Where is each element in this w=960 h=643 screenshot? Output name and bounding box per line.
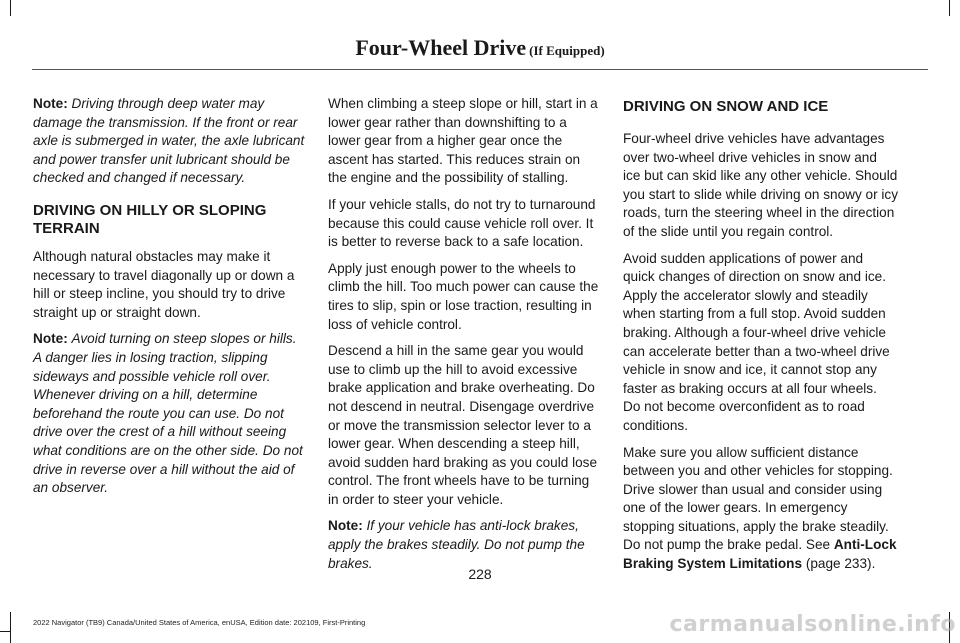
section-heading-hilly-terrain: DRIVING ON HILLY OR SLOPING TERRAIN (33, 201, 267, 237)
crop-mark-top-left (10, 0, 11, 16)
footer-edition-info: 2022 Navigator (TB9) Canada/United States of America, enUSA, Edition date: 202109, First-Printing (33, 618, 366, 627)
paragraph-cross-reference (623, 444, 898, 574)
note-label: Note: (33, 96, 68, 111)
column-middle (328, 95, 602, 581)
paragraph: Apply just enough power to the wheels to climb the hill. Too much power can cause the tires to slip, spin or lose traction, resulting in loss of vehicle control. (328, 260, 599, 332)
column-left (33, 95, 307, 506)
section-heading-snow-ice: DRIVING ON SNOW AND ICE (623, 98, 829, 115)
note-text: Avoid turning on steep slopes or hills. A danger lies in losing traction, slipping sideways and possible vehicle roll over. Whenever driving on a hill, determine beforehand the route you can use. Do not drive over the crest of a hill without seeing what conditions are on the other side. Do not drive in reverse over a hill without the aid of an observer. (33, 331, 303, 496)
paragraph: Descend a hill in the same gear you would use to climb up the hill to avoid excessive brake application and brake overheating. Do not descend in neutral. Disengage overdrive or move the transmission selector lever to a lower gear. When descending a steep hill, avoid sudden hard braking as you could lose control. The front wheels have to be turning in order to steer your vehicle. (328, 343, 598, 507)
watermark: carmanualsonline.info (669, 612, 956, 637)
note-water (33, 95, 307, 188)
paragraph: Although natural obstacles may make it necessary to travel diagonally up or down a hill or steep incline, you should try to drive straight up or straight down. (33, 248, 295, 320)
note-label: Note: (328, 518, 363, 534)
note-text: If your vehicle has anti-lock brakes, apply the brakes steadily. Do not pump the brakes. (328, 518, 585, 571)
crop-mark-top-right (949, 0, 950, 16)
note-slopes (33, 330, 307, 497)
paragraph: Four-wheel drive vehicles have advantages over two-wheel drive vehicles in snow and ice but can skid like any other vehicle. Should you start to slide while driving on snowy or icy roads, turn the steering wheel in the direction of the slide until you regain control. (623, 131, 899, 239)
paragraph-text: Make sure you allow sufficient distance between you and other vehicles for stopping. Drive slower than usual and consider using one of the lower gears. In emergency stopping situations, apply the brake steadily. Do not pump the brake pedal. See (623, 444, 893, 553)
crop-mark-bottom-left (10, 612, 11, 643)
paragraph: If your vehicle stalls, do not try to turnaround because this could cause vehicle roll over. It is better to reverse back to a safe location. (328, 196, 596, 250)
page-header (0, 36, 960, 63)
cross-reference-link[interactable]: Anti-Lock Braking System Limitations (623, 537, 897, 572)
page-subtitle: (If Equipped) (529, 43, 605, 58)
column-right (623, 95, 898, 582)
note-anti-lock (328, 517, 602, 573)
paragraph: When climbing a steep slope or hill, start in a lower gear rather than downshifting to a lower gear from a higher gear once the ascent has started. This reduces strain on the engine and the possibility of stalling. (328, 96, 598, 186)
cross-reference-page: (page 233). (805, 556, 876, 572)
note-text: Driving through deep water may damage the transmission. If the front or rear axle is submerged in water, the axle lubricant and power transfer unit lubricant should be checked and changed if necessary. (33, 96, 305, 186)
paragraph: Avoid sudden applications of power and quick changes of direction on snow and ice. Apply the accelerator slowly and steadily when starting from a full stop. Avoid sudden braking. Although a four-wheel drive vehicle can accelerate better than a two-wheel drive vehicle in snow and ice, it cannot stop any faster as braking occurs at all four wheels. Do not become overconfident as to road conditions. (623, 250, 890, 433)
note-label: Note: (33, 331, 68, 347)
header-rule (32, 69, 928, 70)
crop-mark-bottom-horizontal (0, 631, 10, 632)
page-number: 228 (468, 566, 492, 582)
page-title: Four-Wheel Drive (355, 35, 527, 60)
